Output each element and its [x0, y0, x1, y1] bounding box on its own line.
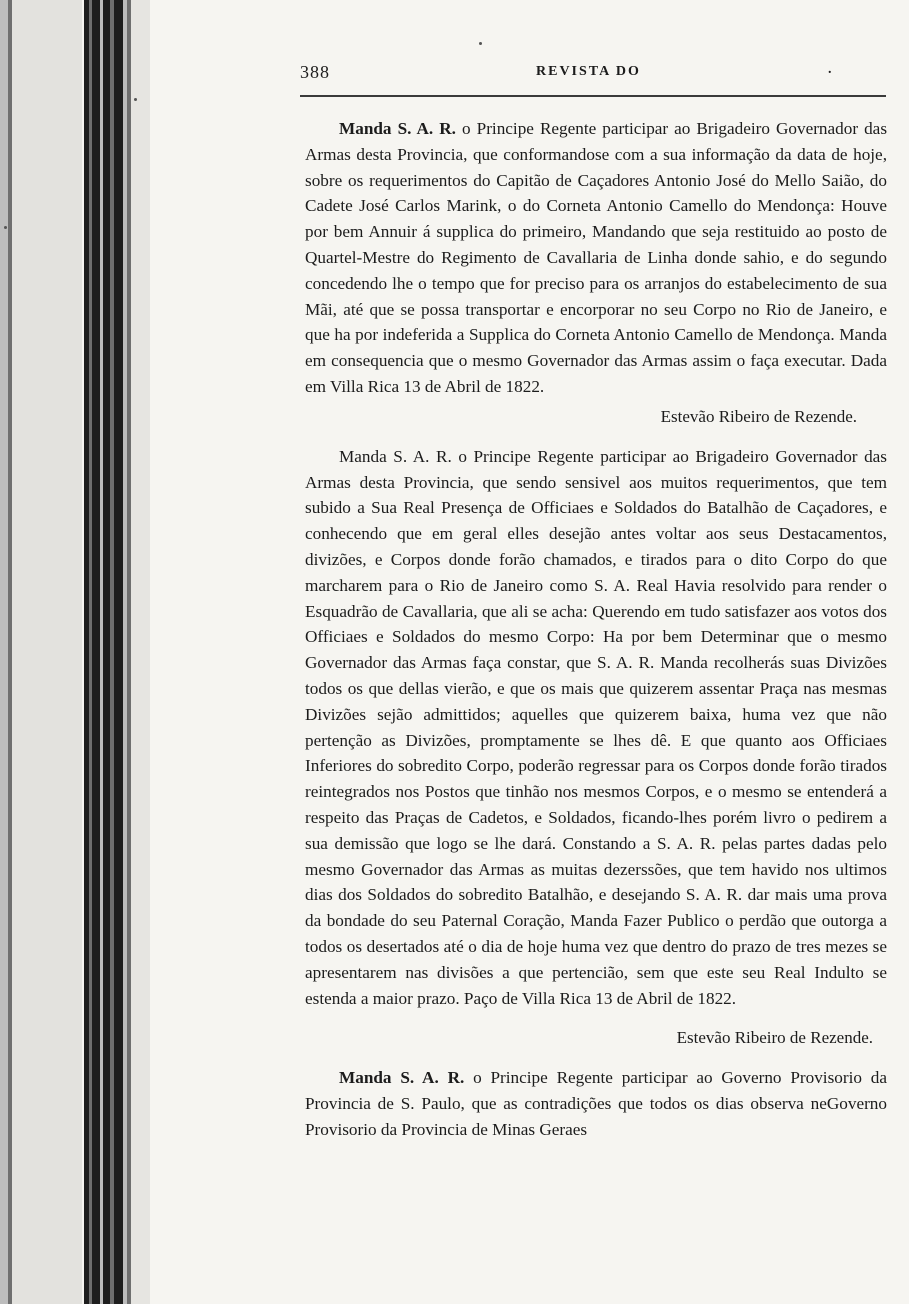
paragraph-1-text: o Principe Regente participar ao Brigadeiro Governador das Armas desta Provincia, que conformandose com a sua informação da data de hoje, sobre os requerimentos do Capitão de Caçadores Antonio José do Mello Saião, do Cadete José Carlos Marink, o do Corneta Antonio Camello do Mendonça: Houve por bem Annuir á supplica do primeiro, Mandando que seja restituido ao posto de Quartel-Mestre do Regimento de Cavallaria de Linha donde sahio, e do segundo concedendo lhe o tempo que for preciso para os arranjos do estabelecimento de sua Mãi, até que se possa transportar e encorporar no seu Corpo no Rio de Janeiro, e que ha por indeferida a Supplica do Corneta Antonio Camello de Mendonça. Manda em consequencia que o mesmo Governador das Armas assim o faça executar. Dada em Villa Rica 13 de Abril de 1822.: [305, 119, 888, 396]
paragraph-1-lead: Manda S. A. R.: [339, 119, 456, 138]
paper-speck: [4, 226, 7, 229]
paragraph-3-text: o Principe Regente participar ao Governo Provisorio da Provincia de S. Paulo, que as contradições que todos os dias observa neGoverno Provisorio da Provincia de Minas Geraes: [305, 1068, 887, 1139]
signature-1: Estevão Ribeiro de Rezende.: [660, 406, 857, 426]
running-title: REVISTA DO: [536, 64, 641, 79]
book-binding-gutter: [0, 0, 150, 1304]
header-mark: .: [828, 62, 833, 77]
document-body: [305, 116, 887, 1143]
paragraph-2-text: Manda S. A. R. o Principe Regente participar ao Brigadeiro Governador das Armas desta Provincia, que sendo sensivel aos muitos requerimentos, que tem subido a Sua Real Presença de Officiaes e Soldados do Batalhão de Caçadores, e conhecendo que em geral elles desejão antes voltar aos seus Destacamentos, divizões, e Corpos donde forão chamados, e tirados para o dito Corpo do que marcharem para o Rio de Janeiro como S. A. Real Havia resolvido para render o Esquadrão de Cavallaria, que ali se acha: Querendo em tudo satisfazer aos votos dos Officiaes e Soldados do mesmo Corpo: Ha por bem Determinar que o mesmo Governador das Armas faça constar, que S. A. R. Manda recolherás suas Divizões todos os que dellas vierão, e que os mais que quizerem assentar Praça nas mesmas Divizões sejão admittidos; aquelles que quizerem baixa, huma vez que não pertenção as Divizões, promptamente se lhes dê. E que quanto aos Officiaes Inferiores do sobredito Corpo, poderão regressar para os Corpos donde forão tirados reintegrados nos Postos que tinhão nos mesmos Corpos, e o mesmo se entenderá a respeito das Praças de Cadetos, e Soldados, ficando-lhes porém livro o pedirem a sua demissão que logo se lhe dará. Constando a S. A. R. pelas partes dadas pelo mesmo Governador das Armas as muitas dezerssões, que tem havido nos ultimos dias dos Soldados do sobredito Batalhão, e desejando S. A. R. dar mais uma prova da bondade do seu Paternal Coração, Manda Fazer Publico o perdão que outorga a todos os desertados até o dia de hoje huma vez que dentro do prazo de tres mezes se apresentarem nas divisões a que pertencião, sem que este seu Real Indulto se estenda a maior prazo. Paço de Villa Rica 13 de Abril de 1822.: [305, 446, 887, 1008]
paper-speck: [479, 42, 482, 45]
header-rule: [300, 95, 886, 97]
signature-2: Estevão Ribeiro de Rezende.: [676, 1028, 873, 1048]
paragraph-3: [305, 1065, 887, 1142]
paragraph-2: [305, 444, 887, 1012]
paper-speck: [134, 98, 137, 101]
paragraph-1: [305, 116, 887, 400]
page-header: [300, 56, 888, 86]
paragraph-3-lead: Manda S. A. R.: [339, 1068, 465, 1088]
page-number: 388: [300, 62, 330, 82]
